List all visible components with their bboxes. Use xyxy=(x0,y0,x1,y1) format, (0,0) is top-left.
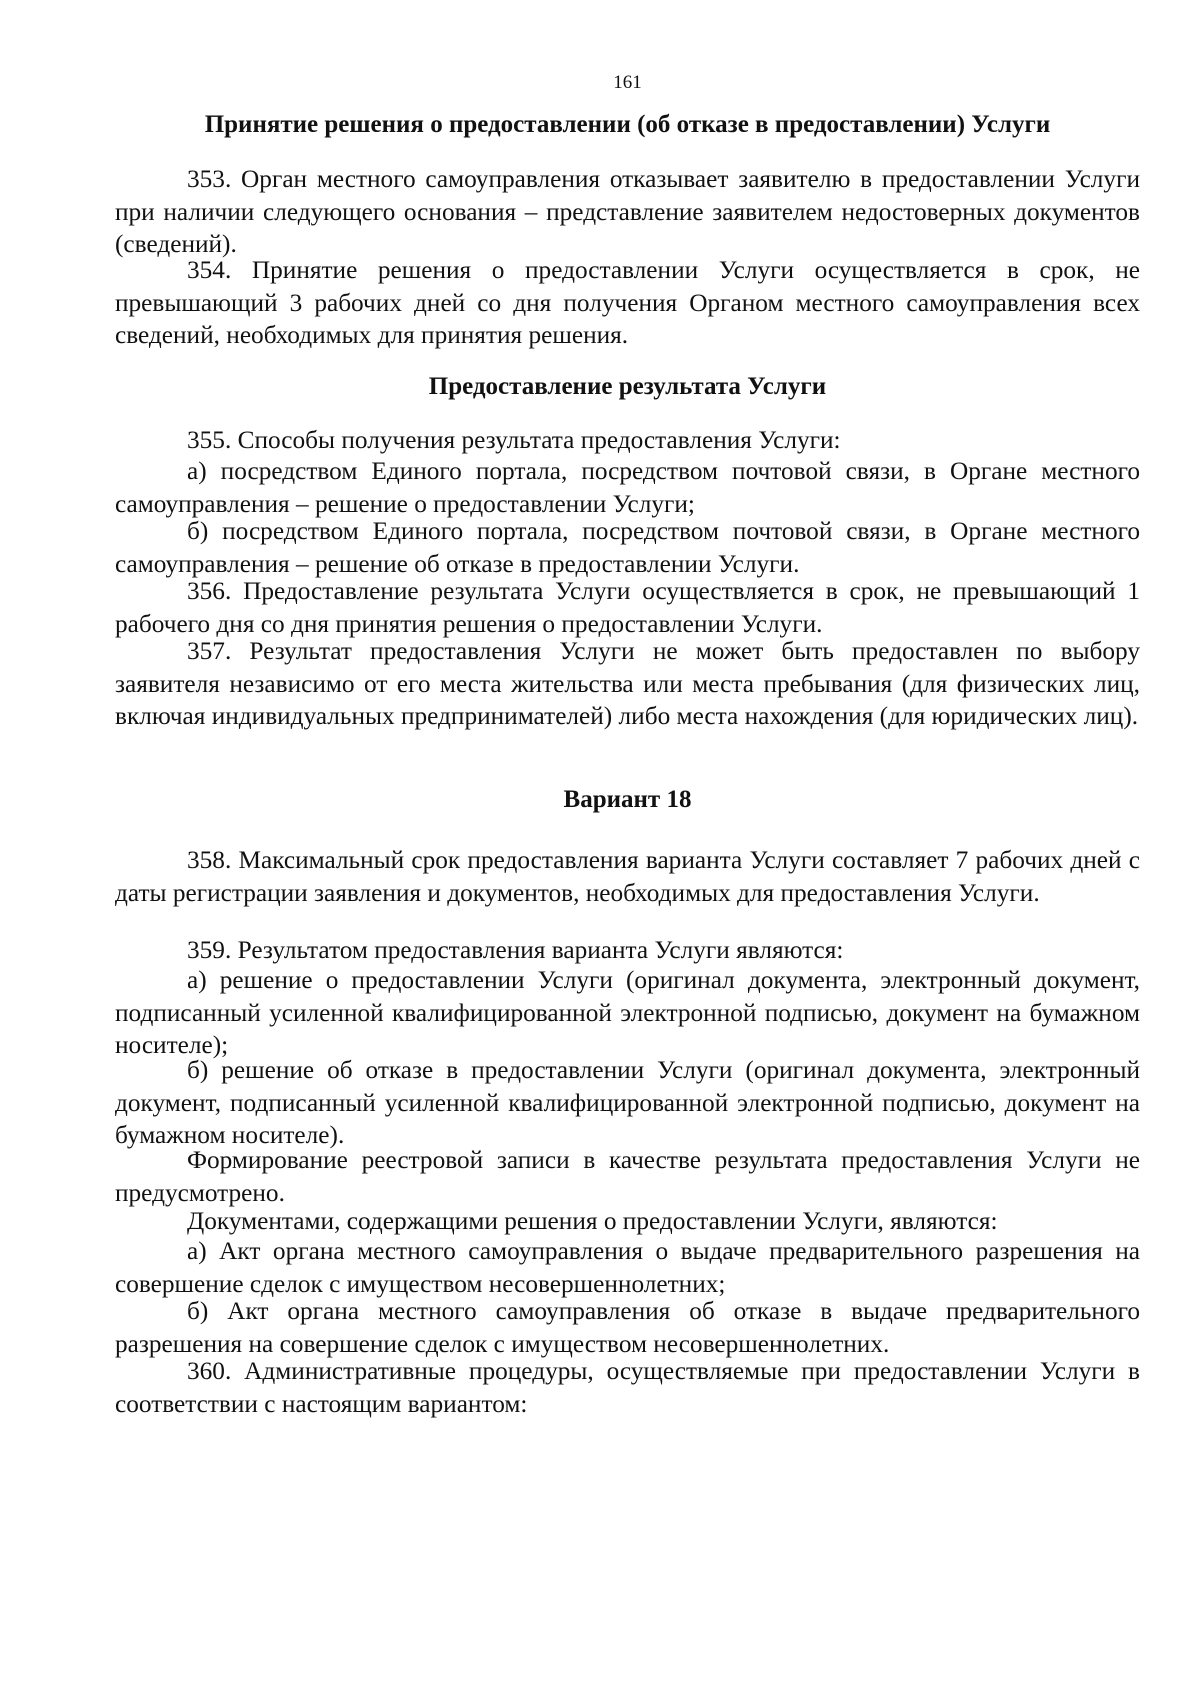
paragraph-359: 359. Результатом предоставления варианта Услуги являются: xyxy=(187,936,844,964)
paragraph-documents-b: б) Акт органа местного самоуправления об отказе в выдаче предварительного разрешения на совершение сделок с имуществом несовершеннолетних. xyxy=(115,1297,1140,1358)
section-heading-decision: Принятие решения о предоставлении (об отказе в предоставлении) Услуги xyxy=(204,111,1051,138)
paragraph-353: 353. Орган местного самоуправления отказывает заявителю в предоставлении Услуги при наличии следующего основания – представление заявителем недостоверных документов (сведений). xyxy=(115,165,1140,259)
paragraph-decision-documents: Документами, содержащими решения о предоставлении Услуги, являются: xyxy=(187,1207,998,1235)
section-heading-variant-18: Вариант 18 xyxy=(563,786,692,813)
section-heading-result: Предоставление результата Услуги xyxy=(428,373,827,400)
paragraph-359-b: б) решение об отказе в предоставлении Услуги (оригинал документа, электронный документ, подписанный усиленной квалифицированной электронной подписью, документ на бумажном носителе). xyxy=(115,1056,1140,1150)
paragraph-355-a: а) посредством Единого портала, посредством почтовой связи, в Органе местного самоуправления – решение о предоставлении Услуги; xyxy=(115,457,1140,518)
page-number: 161 xyxy=(613,72,642,93)
paragraph-documents-a: а) Акт органа местного самоуправления о выдаче предварительного разрешения на совершение сделок с имуществом несовершеннолетних; xyxy=(115,1237,1140,1298)
paragraph-360: 360. Административные процедуры, осуществляемые при предоставлении Услуги в соответствии с настоящим вариантом: xyxy=(115,1357,1140,1418)
paragraph-registry-record: Формирование реестровой записи в качестве результата предоставления Услуги не предусмотрено. xyxy=(115,1146,1140,1207)
paragraph-355-b: б) посредством Единого портала, посредством почтовой связи, в Органе местного самоуправления – решение об отказе в предоставлении Услуги. xyxy=(115,517,1140,578)
paragraph-356: 356. Предоставление результата Услуги осуществляется в срок, не превышающий 1 рабочего дня со дня принятия решения о предоставлении Услуги. xyxy=(115,577,1140,638)
paragraph-355: 355. Способы получения результата предоставления Услуги: xyxy=(187,426,841,454)
paragraph-358: 358. Максимальный срок предоставления варианта Услуги составляет 7 рабочих дней с даты регистрации заявления и документов, необходимых для предоставления Услуги. xyxy=(115,846,1140,907)
paragraph-357: 357. Результат предоставления Услуги не может быть предоставлен по выбору заявителя независимо от его места жительства или места пребывания (для физических лиц, включая индивидуальных предпринимателей) либо места нахождения (для юридических лиц). xyxy=(115,637,1140,731)
paragraph-359-a: а) решение о предоставлении Услуги (оригинал документа, электронный документ, подписанный усиленной квалифицированной электронной подписью, документ на бумажном носителе); xyxy=(115,966,1140,1060)
paragraph-354: 354. Принятие решения о предоставлении Услуги осуществляется в срок, не превышающий 3 рабочих дней со дня получения Органом местного самоуправления всех сведений, необходимых для принятия решения. xyxy=(115,256,1140,350)
